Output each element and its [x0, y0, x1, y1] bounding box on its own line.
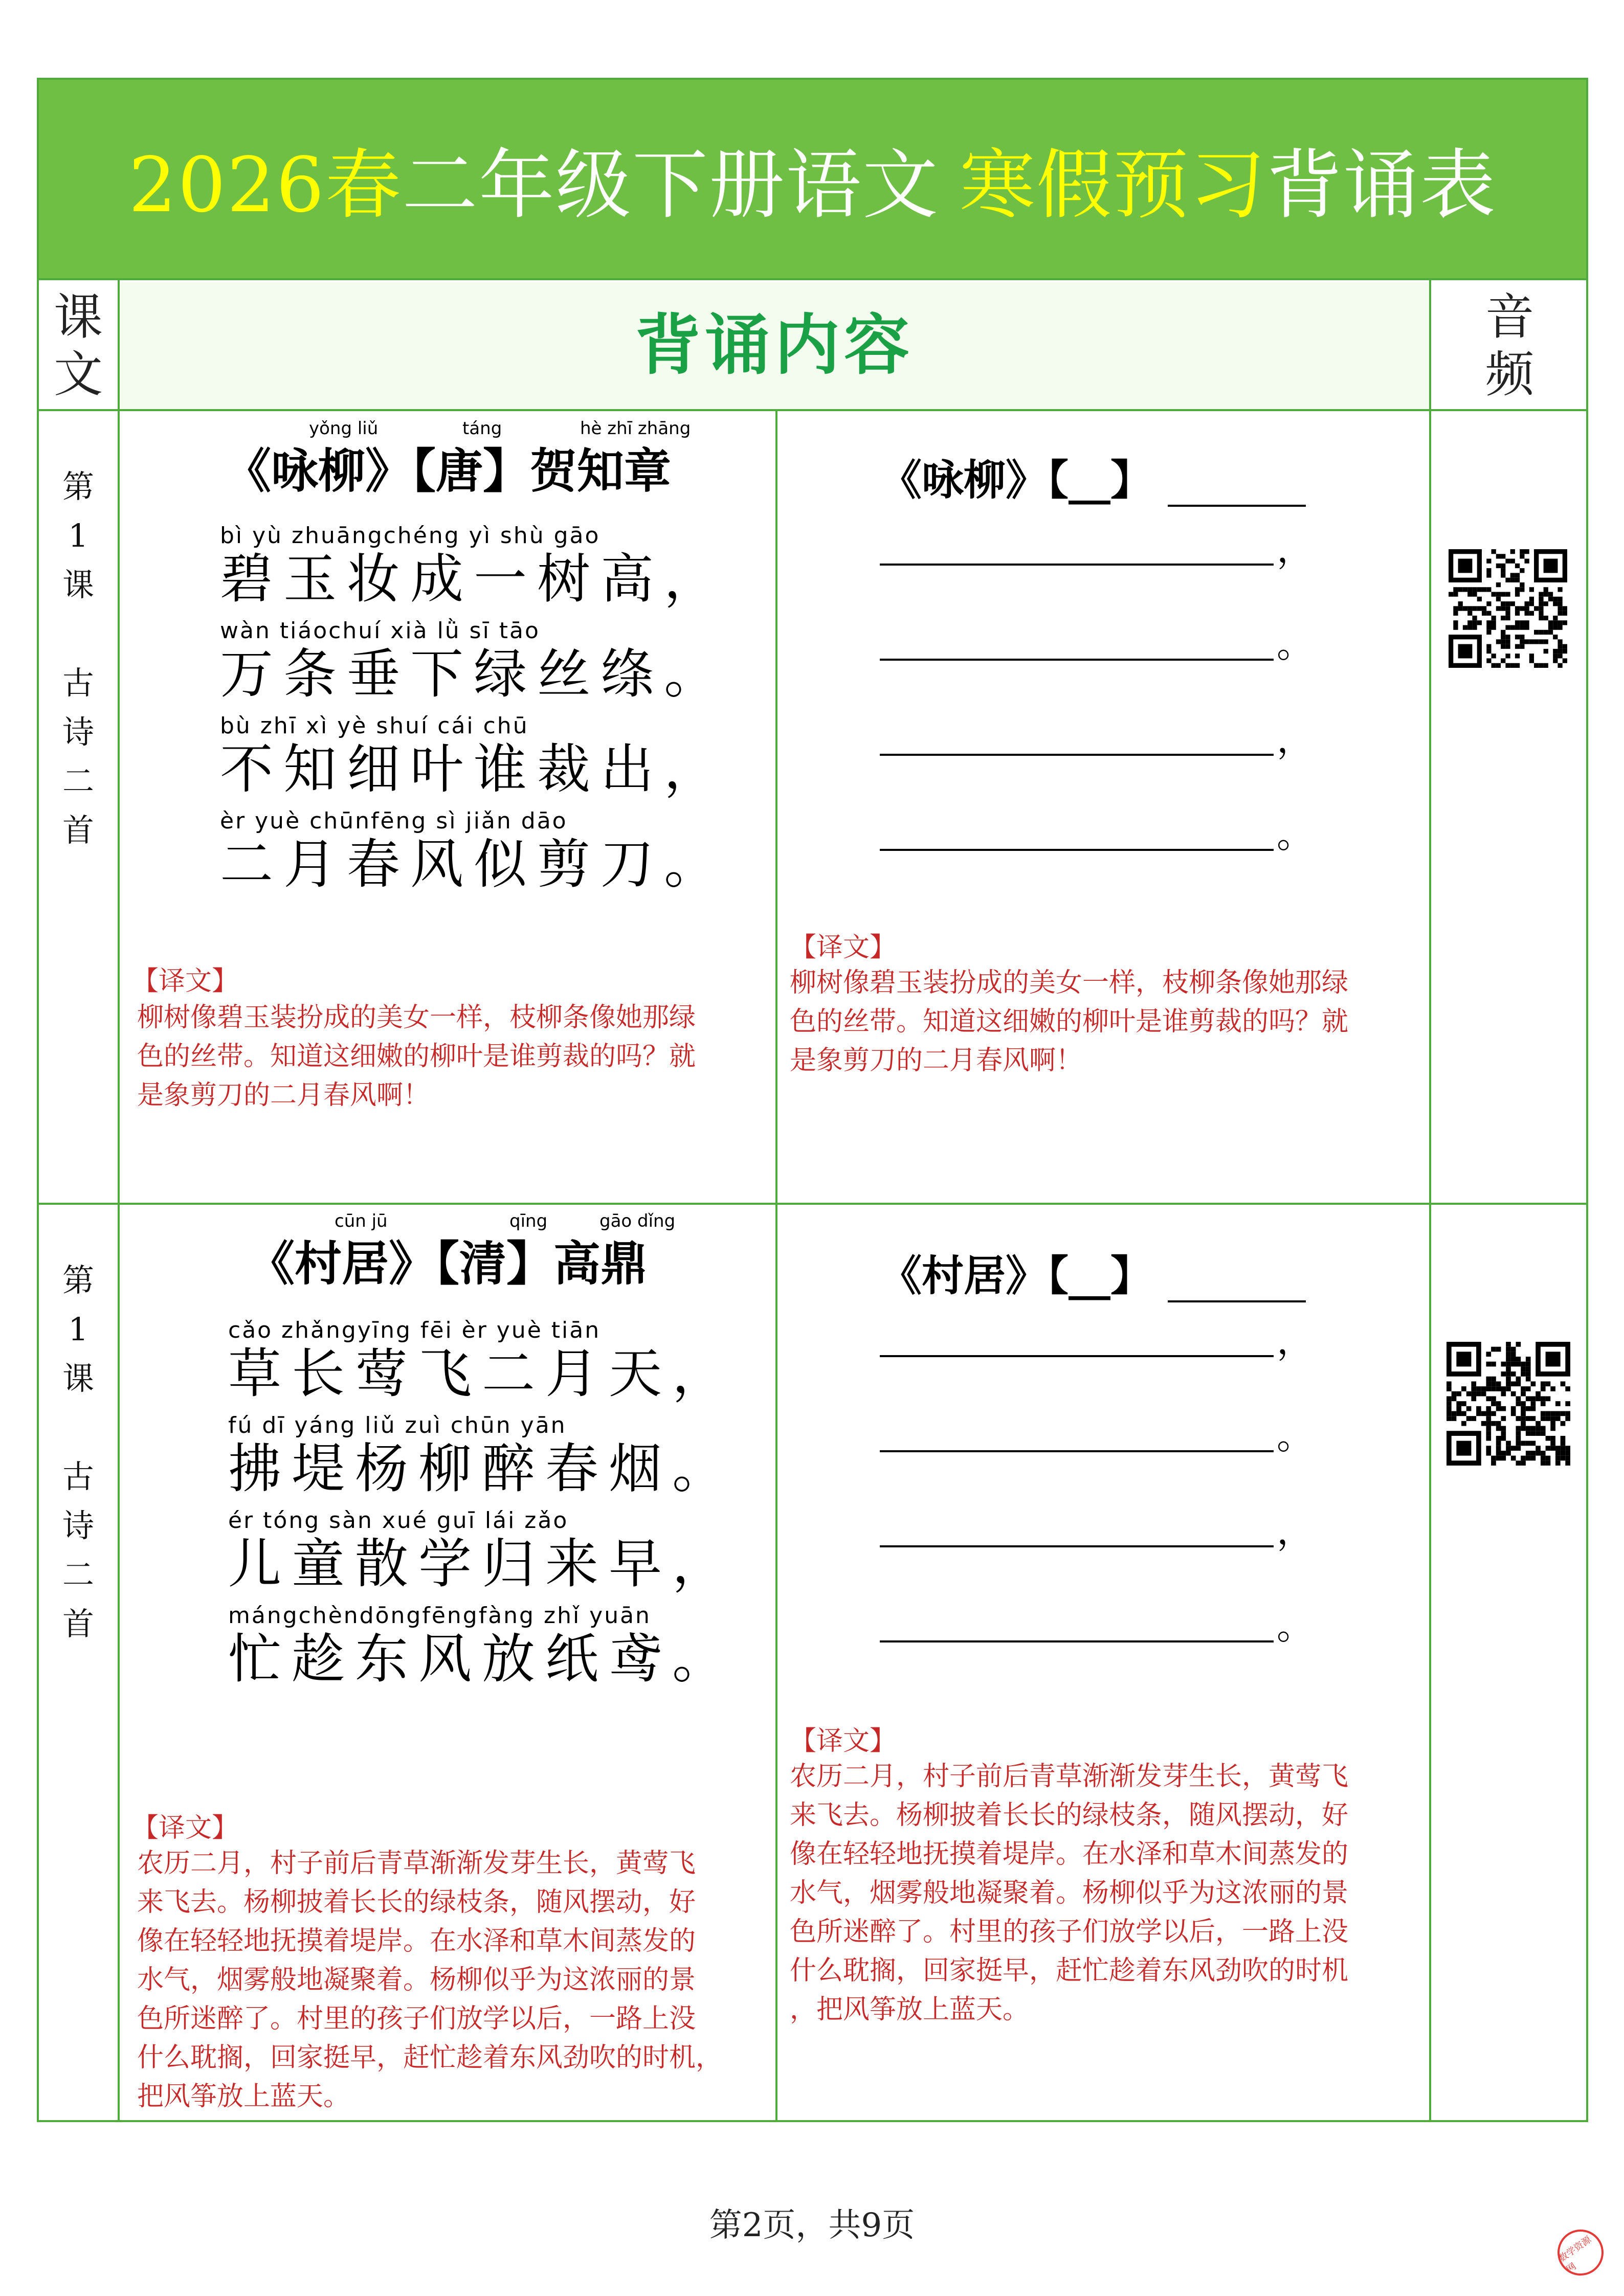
poem-line: 碧玉妆成一树高， [220, 548, 728, 610]
translation-label: 【译文】 [132, 966, 239, 997]
line-pinyin: ér tóng sàn xué guī lái zǎo [228, 1507, 569, 1534]
answer-blank[interactable] [880, 614, 1314, 666]
column-header-lesson [39, 282, 118, 409]
page-number: 第2页，共9页 [709, 2207, 915, 2244]
practice-cell [777, 1205, 1429, 2122]
lesson-char: 首 [62, 1605, 94, 1642]
poem-body [220, 523, 775, 903]
line-pinyin: bù zhī xì yè shuí cái chū [220, 713, 529, 739]
title-end: 背诵表 [1266, 141, 1497, 229]
blank-punct: ， [1277, 1510, 1314, 1552]
translation-text: 农历二月，村子前后青草渐渐发芽生长，黄莺飞 来飞去。杨柳披着长长的绿枝条，随风摆动，好 像在轻轻地抚摸着堤岸。在水泽和草木间蒸发的 水气，烟雾般地凝聚着。杨柳似乎为这浓丽的景 色所迷醉了。村里的孩子们放学以后，一路上没 什么耽搁，回家挺早，赶忙趁着东风劲吹的时机 ，把风筝放上蓝天。 [790, 1761, 1349, 2025]
blank-punct: 。 [1277, 813, 1314, 856]
practice-title-text: 《咏柳》【__】 [880, 456, 1153, 505]
poem-line: 二月春风似剪刀。 [220, 833, 728, 895]
audio-qr-code[interactable] [1449, 549, 1567, 668]
recitation-table [37, 78, 1588, 2122]
poem-line: 忙趁东风放纸鸢。 [228, 1628, 736, 1690]
blank-punct: ， [1277, 1319, 1314, 1362]
answer-blank[interactable] [880, 1310, 1314, 1362]
blank-punct: ， [1277, 718, 1314, 761]
author-blank[interactable] [1168, 1262, 1306, 1302]
lesson-char: 二 [62, 1556, 94, 1593]
poem-title: 《咏柳》【唐】贺知章 [224, 443, 671, 499]
lesson-char: 古 [62, 664, 94, 702]
translation-label: 【译文】 [132, 1813, 239, 1843]
column-header-lesson-char: 文 [54, 346, 103, 403]
poem-line: 儿童散学归来早， [228, 1533, 736, 1595]
title-pinyin: hè zhī zhāng [580, 418, 691, 439]
lesson-char: 第 [62, 468, 94, 505]
column-header-lesson-char: 课 [54, 288, 103, 346]
translation-text: 农历二月，村子前后青草渐渐发芽生长，黄莺飞 来飞去。杨柳披着长长的绿枝条，随风摆动，好 像在轻轻地抚摸着堤岸。在水泽和草木间蒸发的 水气，烟雾般地凝聚着。杨柳似乎为这浓丽的景 色所迷醉了。村里的孩子们放学以后，一路上没 什么耽搁，回家挺早，赶忙趁着东风劲吹的时机， 把风筝放上蓝天。 [137, 1848, 723, 2112]
column-header-audio-char: 音 [1485, 288, 1534, 346]
author-blank[interactable] [1168, 466, 1306, 507]
line-pinyin: mángchèndōngfēngfàng zhǐ yuān [228, 1603, 651, 1629]
practice-title-text: 《村居》【__】 [880, 1251, 1153, 1300]
lesson-label [39, 462, 118, 855]
column-header-audio [1431, 282, 1588, 409]
poem-line: 拂堤杨柳醉春烟。 [228, 1437, 736, 1500]
lesson-char: 课 [62, 566, 94, 603]
line-pinyin: fú dī yáng liǔ zuì chūn yān [228, 1412, 567, 1438]
poem-cell [120, 411, 775, 1203]
answer-blank[interactable] [880, 709, 1314, 761]
practice-title [880, 1243, 1306, 1302]
stamp-text: 数学资源网 [1556, 2234, 1593, 2275]
blank-punct: 。 [1277, 1414, 1314, 1457]
title-highlight: 寒假预习 [959, 141, 1266, 229]
line-pinyin: bì yù zhuāngchéng yì shù gāo [220, 523, 600, 549]
title-pinyin: táng [462, 418, 502, 439]
translation-text: 柳树像碧玉装扮成的美女一样，枝柳条像她那绿 色的丝带。知道这细嫩的柳叶是谁剪裁的吗？就 是象剪刀的二月春风啊！ [790, 967, 1349, 1076]
audio-qr-code[interactable] [1447, 1342, 1570, 1466]
title-pinyin: qīng [509, 1211, 548, 1231]
blank-punct: 。 [1277, 1605, 1314, 1648]
lesson-char: 首 [62, 812, 94, 849]
poem-cell [120, 1205, 775, 2122]
lesson-char: 二 [62, 762, 94, 800]
poem-title: 《村居》【清】高鼎 [247, 1236, 648, 1291]
title-pinyin: gāo dǐng [599, 1211, 676, 1231]
column-header-content: 背诵内容 [120, 282, 1429, 409]
line-pinyin: cǎo zhǎngyīng fēi èr yuè tiān [228, 1317, 601, 1343]
answer-blank[interactable] [880, 1405, 1314, 1457]
blank-punct: 。 [1277, 623, 1314, 666]
poem-body [228, 1317, 775, 1698]
line-pinyin: èr yuè chūnfēng sì jiǎn dāo [220, 808, 568, 834]
answer-blank[interactable] [880, 1595, 1314, 1648]
translation-label: 【译文】 [790, 1726, 897, 1757]
lesson-char: 第 [62, 1262, 94, 1299]
lesson-char: 1 [68, 517, 88, 554]
title-year: 2026春 [128, 141, 402, 229]
grid-line [1429, 280, 1431, 2120]
title-pinyin: yǒng liǔ [309, 418, 379, 439]
answer-blank[interactable] [880, 1500, 1314, 1552]
practice-title [880, 447, 1306, 507]
title-pinyin: cūn jū [335, 1211, 388, 1231]
lesson-char: 课 [62, 1360, 94, 1397]
title-grade: 二年级下册语文 [402, 141, 939, 229]
lesson-char: 古 [62, 1458, 94, 1495]
lesson-label [39, 1256, 118, 1649]
poem-line: 万条垂下绿丝绦。 [220, 643, 728, 705]
column-header-audio-char: 频 [1485, 346, 1534, 403]
lesson-char: 1 [68, 1311, 88, 1348]
blank-punct: ， [1277, 528, 1314, 571]
lesson-char: 诗 [62, 713, 94, 751]
poem-line: 不知细叶谁裁出， [220, 738, 728, 800]
page-title [39, 80, 1586, 280]
answer-blank[interactable] [880, 519, 1314, 571]
practice-cell [777, 411, 1429, 1203]
answer-blank[interactable] [880, 804, 1314, 856]
line-pinyin: wàn tiáochuí xià lǜ sī tāo [220, 618, 540, 644]
lesson-char: 诗 [62, 1507, 94, 1544]
translation-label: 【译文】 [790, 932, 897, 963]
translation-text: 柳树像碧玉装扮成的美女一样，枝柳条像她那绿 色的丝带。知道这细嫩的柳叶是谁剪裁的吗？就 是象剪刀的二月春风啊！ [137, 1002, 696, 1111]
poem-line: 草长莺飞二月天， [228, 1342, 736, 1405]
